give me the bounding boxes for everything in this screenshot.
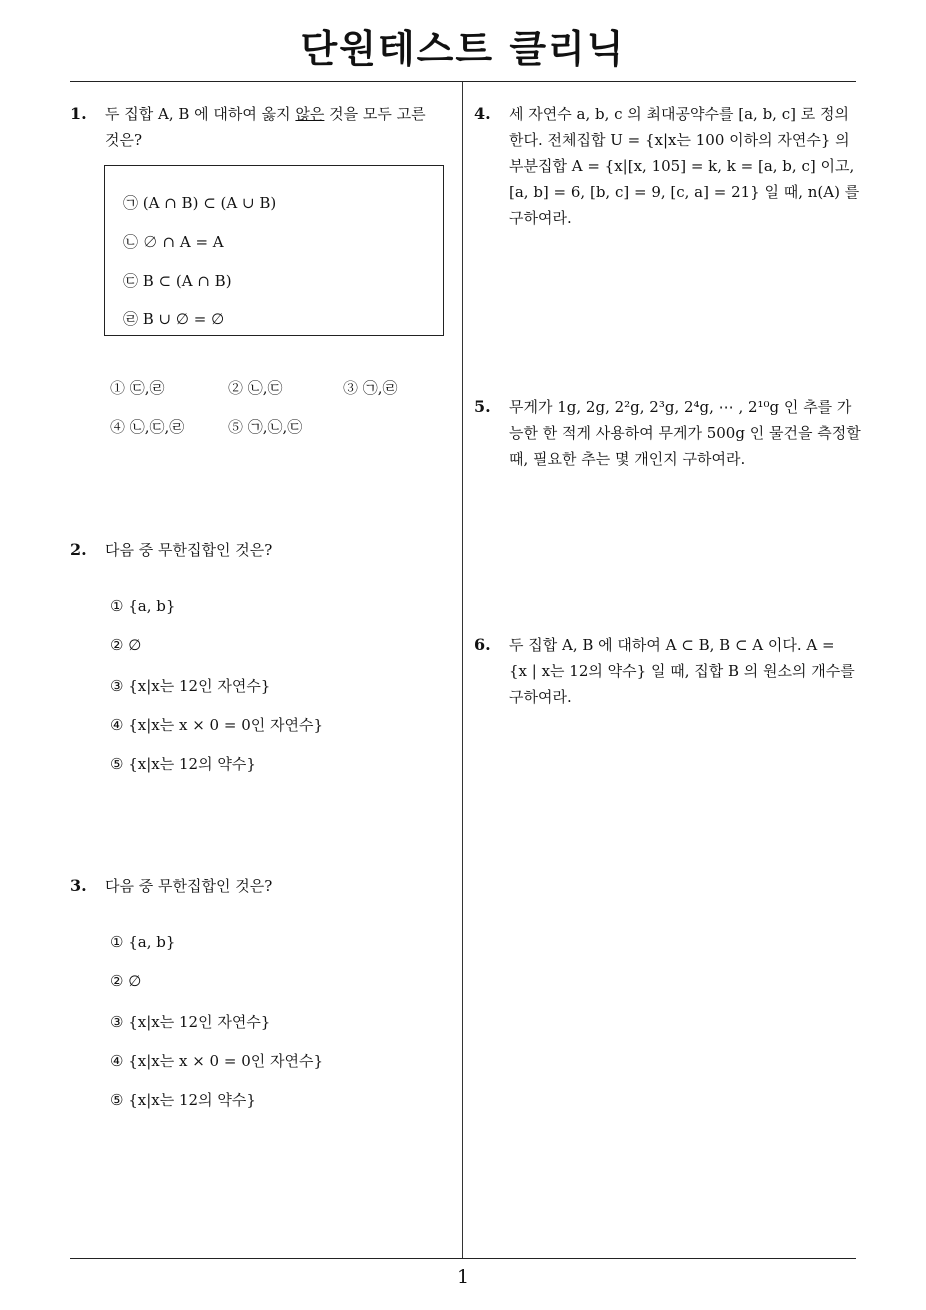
question-number: 1. [70,104,87,123]
stem-line: 두 집합 A, B 에 대하여 A ⊂ B, B ⊂ A 이다. A = [509,636,835,654]
answer-choice[interactable]: ③ {x|x는 12인 자연수} [110,677,271,695]
stem-text: 것은? [105,131,143,149]
stem-text: 것을 모두 고른 [324,105,426,123]
question-3 [70,873,460,899]
question-number: 2. [70,540,87,559]
stem-underlined: 않은 [295,105,325,123]
question-stem: 다음 중 무한집합인 것은? [105,541,273,559]
statement-item: ㉢ B ⊂ (A ∩ B) [123,272,232,290]
answer-choice[interactable]: ① {a, b} [110,597,176,615]
question-stem [105,101,460,153]
question-stem [509,632,864,710]
statement-box [104,165,444,336]
stem-line: 구하여라. [509,209,572,227]
header-divider [70,81,856,82]
footer-divider [70,1258,856,1259]
answer-choice[interactable]: ④ ㉡,㉢,㉣ [110,418,185,436]
page-number: 1 [456,1266,470,1288]
stem-line: [a, b] = 6, [b, c] = 9, [c, a] = 21} 일 때, n(A) 를 [509,183,860,201]
question-number: 5. [474,397,491,416]
answer-choice[interactable]: ③ ㉠,㉣ [343,379,398,397]
stem-text: 두 집합 A, B 에 대하여 옳지 [105,105,296,123]
answer-choice[interactable]: ① {a, b} [110,933,176,951]
question-number: 6. [474,635,491,654]
question-6 [474,632,864,710]
stem-line: 때, 필요한 추는 몇 개인지 구하여라. [509,450,746,468]
stem-line: {x | x는 12의 약수} 일 때, 집합 B 의 원소의 개수를 [509,662,855,680]
stem-line: 부분집합 A = {x|[x, 105] = k, k = [a, b, c] 이고, [509,157,855,175]
question-stem [509,101,864,231]
answer-choice[interactable]: ② ㉡,㉢ [228,379,283,397]
question-number: 4. [474,104,491,123]
answer-choice[interactable]: ① ㉢,㉣ [110,379,165,397]
question-stem [509,394,864,472]
stem-line: 한다. 전체집합 U = {x|x는 100 이하의 자연수} 의 [509,131,850,149]
question-2 [70,537,460,563]
question-5 [474,394,864,472]
answer-choice[interactable]: ⑤ ㉠,㉡,㉢ [228,418,303,436]
stem-line: 능한 한 적게 사용하여 무게가 500g 인 물건을 측정할 [509,424,861,442]
answer-choice[interactable]: ③ {x|x는 12인 자연수} [110,1013,271,1031]
question-number: 3. [70,876,87,895]
stem-line: 무게가 1g, 2g, 2²g, 2³g, 2⁴g, ⋯ , 2¹⁰g 인 추를 가 [509,398,852,416]
stem-line: 세 자연수 a, b, c 의 최대공약수를 [a, b, c] 로 정의 [509,105,849,123]
answer-choice[interactable]: ② ∅ [110,972,142,990]
answer-choice[interactable]: ④ {x|x는 x × 0 = 0인 자연수} [110,716,324,734]
answer-choice[interactable]: ⑤ {x|x는 12의 약수} [110,1091,256,1109]
page-title: 단원테스트 클리닉 [300,27,626,71]
answer-choice[interactable]: ② ∅ [110,636,142,654]
question-4 [474,101,864,231]
answer-choice[interactable]: ④ {x|x는 x × 0 = 0인 자연수} [110,1052,324,1070]
answer-choice[interactable]: ⑤ {x|x는 12의 약수} [110,755,256,773]
statement-item: ㉠ (A ∩ B) ⊂ (A ∪ B) [123,194,277,212]
column-divider [462,82,463,1258]
question-stem: 다음 중 무한집합인 것은? [105,877,273,895]
statement-item: ㉡ ∅ ∩ A = A [123,233,224,251]
stem-line: 구하여라. [509,688,572,706]
question-1 [70,101,460,153]
statement-item: ㉣ B ∪ ∅ = ∅ [123,310,225,328]
